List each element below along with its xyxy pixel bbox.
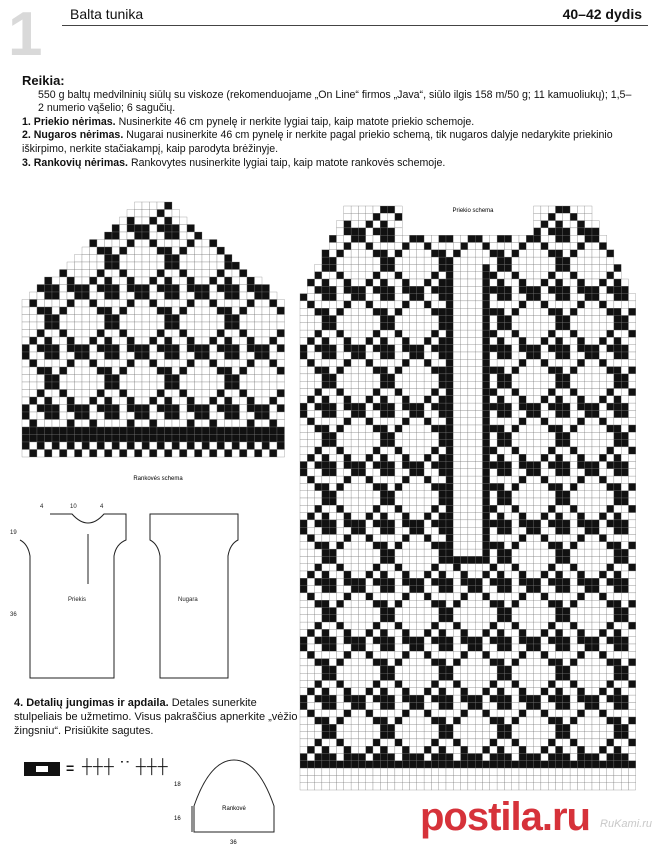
front-label: Priekis	[68, 597, 87, 603]
dim-top-left: 4	[40, 504, 44, 510]
sleeve-chart	[18, 196, 298, 486]
sleeve-dim-side: 16	[174, 816, 181, 822]
legend-symbols: ┼┼┼ ˙˙ ┼┼┼	[82, 758, 169, 774]
step-2-title: 2. Nugaros nėrimas.	[22, 129, 124, 142]
front-chart-caption: Priekio schema	[452, 208, 494, 214]
step-2-text: Nugarai nusinerkite 46 cm pynelę ir nerkite pagal priekio schemą, tik nugaros dalyje nedarykite priekinio iškirpimo, nerkite stačiakampį, kaip parodyta brėžinyje.	[22, 129, 613, 155]
watermark-brand: postila.ru	[419, 795, 590, 839]
sleeve-dim-top: 18	[174, 782, 181, 788]
needs-heading: Reikia:	[22, 73, 65, 88]
dim-top-right: 4	[100, 504, 104, 510]
front-chart	[298, 196, 648, 804]
dim-armhole: 19	[10, 530, 17, 536]
page-number: 1	[8, 0, 43, 69]
step-1-title: 1. Priekio nėrimas.	[22, 115, 116, 128]
step-4	[14, 696, 304, 738]
step-2	[22, 129, 632, 156]
back-pattern-outline	[150, 514, 238, 678]
step-3	[22, 157, 632, 171]
front-pattern-outline	[20, 514, 126, 678]
sleeve-label: Rankovė	[222, 806, 246, 812]
step-1	[22, 116, 632, 130]
pattern-diagrams	[0, 496, 292, 692]
back-label: Nugara	[178, 597, 198, 603]
step-3-text: Rankovytes nusinerkite lygiai taip, kaip matote rankovės schemoje.	[130, 156, 446, 169]
watermark-sub: RuKami.ru	[600, 818, 652, 830]
dim-height: 36	[10, 612, 17, 618]
needs-text: 550 g baltų medvilninių siūlų su viskoze (rekomenduojame „On Line“ firmos „Java“, siūlo ilgis 158 m/50 g; 11 kamuoliukų); 1,5–2 numerio vąšelio; 6 sagučių.	[38, 88, 632, 115]
page-title: Balta tunika	[70, 6, 144, 22]
sleeve-chart-caption: Rankovės schema	[133, 476, 183, 482]
header-rule	[62, 25, 648, 26]
sleeve-outline	[194, 760, 274, 832]
legend-swatch	[24, 762, 60, 776]
step-4-text: Detales sunerkite stulpeliais be užmetimo. Visus pakraščius apnerkite „vėžio žingsniu“. Prisiūkite sagutes.	[14, 697, 298, 737]
sleeve-diagram	[170, 756, 294, 848]
instructions	[22, 74, 632, 170]
legend-equals: =	[66, 760, 75, 776]
size-label: 40–42 dydis	[562, 6, 642, 22]
step-1-text: Nusinerkite 46 cm pynelę ir nerkite lygiai taip, kaip matote priekio schemoje.	[118, 115, 475, 128]
step-4-title: 4. Detalių jungimas ir apdaila.	[14, 697, 169, 709]
sleeve-dim-bottom: 36	[230, 840, 237, 846]
step-3-title: 3. Rankovių nėrimas.	[22, 156, 128, 169]
dim-top-mid: 10	[70, 504, 77, 510]
